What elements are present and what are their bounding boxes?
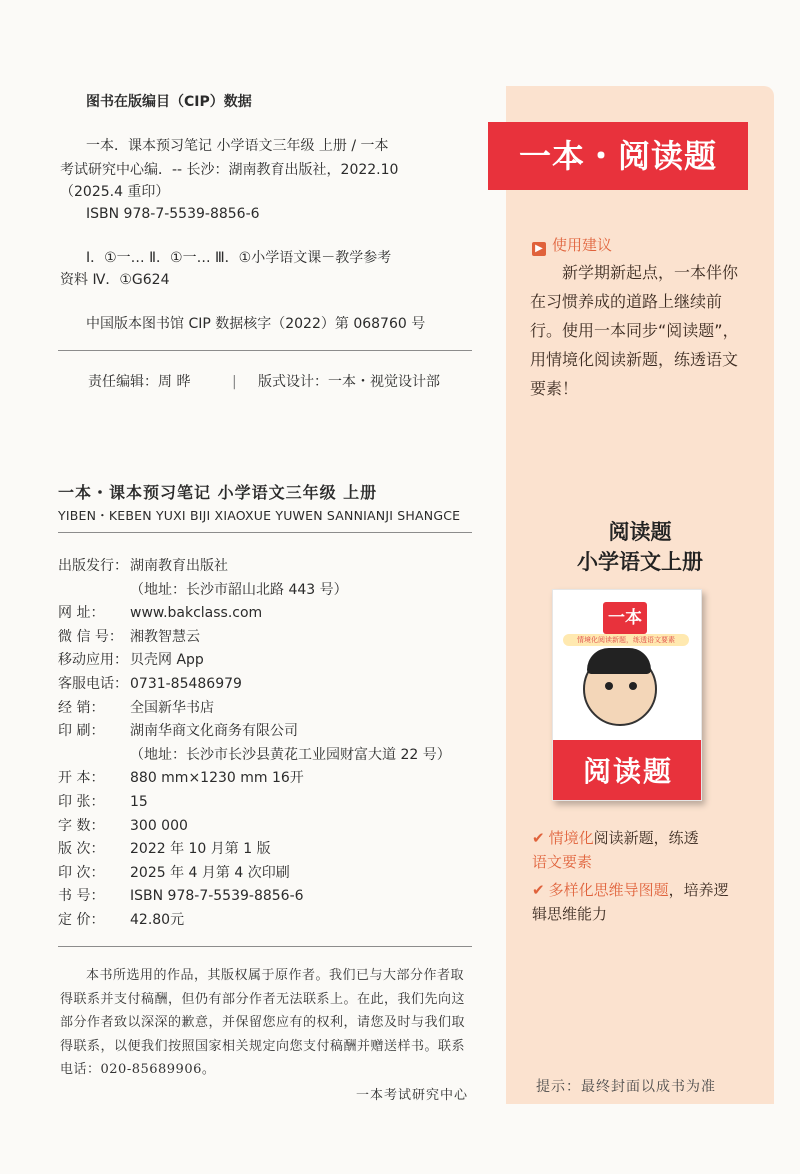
info-label: 网 址：	[58, 605, 105, 622]
info-value: 300 000	[130, 817, 188, 834]
cartoon-eye	[605, 682, 613, 690]
publisher-signature: 一本考试研究中心	[356, 1088, 469, 1103]
info-row	[58, 603, 262, 623]
feature-2	[532, 878, 742, 926]
cip-line-3: （2025.4 重印）	[60, 184, 170, 200]
feature-2-highlight-2: 思维导图题	[593, 881, 669, 899]
divider	[58, 532, 472, 533]
info-row	[58, 580, 348, 600]
editor-credit: 责任编辑：周 晔	[88, 374, 191, 390]
info-value: 880 mm×1230 mm 16开	[130, 770, 304, 787]
info-label: 书 号：	[58, 888, 105, 905]
feature-1-text: 阅读新题，练透	[593, 829, 699, 847]
info-row	[58, 650, 204, 670]
info-row	[58, 816, 188, 836]
info-row	[58, 792, 148, 812]
feature-1	[532, 826, 742, 874]
cartoon-hair	[587, 648, 651, 674]
cip-line-2: 考试研究中心编．-- 长沙：湖南教育出版社，2022.10	[60, 162, 399, 178]
info-label: 开 本：	[58, 770, 105, 787]
cip-isbn: ISBN 978-7-5539-8856-6	[86, 206, 260, 222]
info-row	[58, 627, 200, 647]
check-icon: ✔	[532, 881, 545, 899]
info-label: 印 张：	[58, 794, 105, 810]
info-label: 客服电话：	[58, 676, 128, 692]
cover-tip: 提示：最终封面以成书为准	[536, 1079, 716, 1095]
info-label: 印 刷：	[58, 723, 105, 740]
cip-line-1: 一本．课本预习笔记 小学语文三年级 上册 / 一本	[86, 138, 389, 154]
ad-banner: 一本・阅读题	[488, 122, 748, 190]
book-logo: 一本	[603, 602, 647, 634]
info-row	[58, 674, 242, 694]
info-value: 42.80元	[130, 912, 185, 928]
info-value: www.bakclass.com	[130, 605, 263, 622]
feature-2-highlight: 多样化	[548, 881, 594, 899]
book-title: 一本・课本预习笔记 小学语文三年级 上册	[58, 483, 378, 502]
design-credit: 版式设计：一本・视觉设计部	[258, 374, 440, 390]
book-title-pinyin: YIBEN・KEBEN YUXI BIJI XIAOXUE YUWEN SANNIANJI SHANGCE	[58, 508, 461, 523]
credit-separator: |	[232, 374, 237, 390]
book-cover-title: 阅读题	[583, 755, 674, 788]
feature-1-highlight-2: 语文要素	[532, 853, 593, 871]
play-icon: ▶	[532, 242, 546, 256]
info-value: 0731-85486979	[130, 676, 242, 692]
info-row	[58, 721, 298, 741]
info-row	[58, 839, 271, 859]
info-value: 湖南华商文化商务有限公司	[130, 723, 298, 740]
info-value: （地址：长沙市长沙县黄花工业园财富大道 22 号）	[130, 746, 451, 763]
cip-record: 中国版本图书馆 CIP 数据核字（2022）第 068760 号	[86, 316, 426, 332]
info-value: 湘教智慧云	[130, 628, 200, 645]
suggest-label-text: 使用建议	[552, 236, 613, 254]
suggest-text: 新学期新起点，一本伴你在习惯养成的道路上继续前行。使用一本同步“阅读题”，用情境化阅读新题，练透语文要素！	[530, 263, 739, 398]
info-value: 全国新华书店	[130, 699, 214, 716]
divider	[58, 946, 472, 947]
info-label: 移动应用：	[58, 652, 128, 669]
info-row	[58, 745, 451, 765]
divider	[58, 350, 472, 351]
suggest-label	[532, 234, 612, 256]
info-value: 2022 年 10 月第 1 版	[130, 841, 271, 858]
info-label: 出版发行：	[58, 558, 128, 574]
info-value: 湖南教育出版社	[130, 558, 228, 574]
check-icon: ✔	[532, 829, 545, 847]
info-row	[58, 698, 214, 718]
info-value: （地址：长沙市韶山北路 443 号）	[130, 581, 348, 598]
info-label: 印 次：	[58, 864, 105, 881]
product-title-1: 阅读题	[608, 520, 672, 544]
cip-class-1: Ⅰ．①一… Ⅱ．①一… Ⅲ．①小学语文课－教学参考	[86, 250, 392, 266]
book-cover-image	[552, 589, 702, 801]
info-label: 经 销：	[58, 699, 105, 716]
info-value: 2025 年 4 月第 4 次印刷	[130, 864, 290, 881]
info-value: ISBN 978-7-5539-8856-6	[130, 888, 304, 905]
cartoon-eye	[629, 682, 637, 690]
feature-1-highlight: 情境化	[548, 829, 594, 847]
book-bubble: 情境化阅读新题，练透语文要素	[563, 634, 689, 646]
feature-2-text: ，培养逻辑思维能力	[532, 881, 729, 923]
info-label: 字 数：	[58, 817, 105, 834]
cip-class-2: 资料 Ⅳ．①G624	[60, 272, 170, 288]
info-value: 贝壳网 App	[130, 652, 204, 669]
cip-heading: 图书在版编目（CIP）数据	[86, 94, 252, 110]
info-row	[58, 556, 228, 576]
info-row	[58, 768, 304, 788]
info-row	[58, 910, 184, 930]
info-label: 定 价：	[58, 912, 105, 928]
info-label: 微 信 号：	[58, 628, 123, 645]
product-title-2: 小学语文上册	[577, 550, 703, 574]
info-label: 版 次：	[58, 841, 105, 858]
copyright-notice: 本书所选用的作品，其版权属于原作者。我们已与大部分作者取得联系并支付稿酬，但仍有部分作者无法联系上。在此，我们先向这部分作者致以深深的歉意，并保留您应有的权利，请您及时与我们取得联系，以便我们按照国家相关规定向您支付稿酬并赠送样书。联系电话：020-85689906。	[60, 968, 466, 1077]
info-row	[58, 863, 290, 883]
info-value: 15	[130, 794, 148, 810]
info-row	[58, 886, 304, 906]
